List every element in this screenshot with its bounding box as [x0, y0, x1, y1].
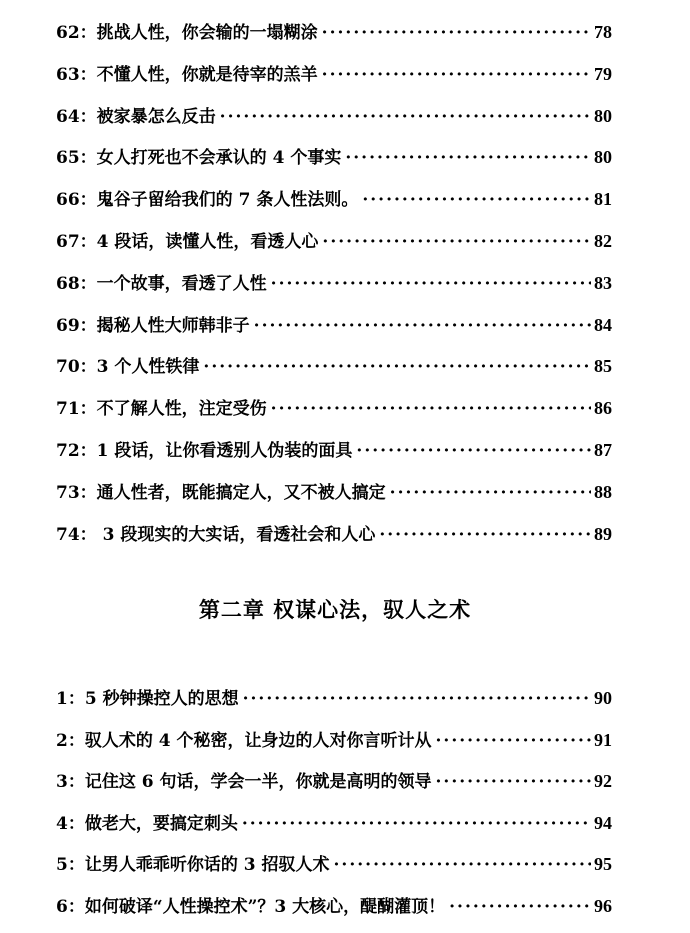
toc-entry-page: 89 — [594, 523, 612, 544]
toc-entry-page: 85 — [594, 356, 612, 377]
toc-leader-dots — [322, 222, 591, 264]
toc-entry[interactable] — [56, 263, 612, 305]
toc-entry-page: 95 — [594, 854, 612, 875]
toc-entry-page: 81 — [594, 189, 612, 210]
toc-entry-title: 63：不懂人性，你就是待宰的羔羊 — [56, 64, 318, 85]
toc-entry-title: 66：鬼谷子留给我们的 7 条人性法则。 — [56, 190, 359, 211]
toc-entry-page: 94 — [594, 812, 612, 833]
toc-entry-page: 80 — [594, 147, 612, 168]
toc-entry-page: 92 — [594, 771, 612, 792]
toc-entry-title: 6：如何破译“人性操控术”？3 大核心，醍醐灌顶！ — [56, 896, 446, 917]
toc-entry[interactable] — [56, 803, 612, 845]
toc-leader-dots — [362, 180, 591, 222]
toc-entry[interactable] — [56, 472, 612, 514]
toc-entry[interactable] — [56, 179, 612, 221]
toc-entry[interactable] — [56, 54, 612, 96]
toc-entry-title: 72：1 段话，让你看透别人伪装的面具 — [56, 440, 353, 461]
toc-entry-page: 91 — [594, 729, 612, 750]
toc-entry-title: 70：3 个人性铁律 — [56, 357, 200, 378]
toc-leader-dots — [390, 473, 591, 515]
toc-entry[interactable] — [56, 388, 612, 430]
toc-list-section-2 — [56, 678, 612, 928]
toc-entry[interactable] — [56, 514, 612, 556]
toc-entry-title: 64：被家暴怎么反击 — [56, 106, 216, 127]
toc-list-section-1 — [56, 12, 612, 555]
toc-entry-title: 1：5 秒钟操控人的思想 — [56, 689, 239, 709]
toc-entry[interactable] — [56, 886, 612, 928]
toc-entry-title: 5：让男人乖乖听你话的 3 招驭人术 — [56, 855, 330, 876]
toc-entry[interactable] — [56, 761, 612, 803]
toc-leader-dots — [322, 13, 591, 55]
toc-entry-title: 71：不了解人性，注定受伤 — [56, 399, 267, 420]
toc-leader-dots — [242, 804, 591, 846]
toc-entry-page: 90 — [594, 688, 612, 708]
toc-entry-page: 87 — [594, 439, 612, 460]
toc-leader-dots — [254, 306, 591, 348]
toc-leader-dots — [322, 55, 591, 97]
toc-entry[interactable] — [56, 96, 612, 138]
toc-leader-dots — [436, 721, 592, 763]
toc-leader-dots — [345, 138, 591, 180]
toc-entry-page: 82 — [594, 230, 612, 251]
toc-entry[interactable] — [56, 430, 612, 472]
toc-entry[interactable] — [56, 12, 612, 54]
toc-entry-title: 69：揭秘人性大师韩非子 — [56, 315, 250, 336]
toc-leader-dots — [436, 762, 592, 804]
toc-entry-page: 86 — [594, 398, 612, 419]
toc-entry-page: 84 — [594, 314, 612, 335]
toc-entry-title: 62：挑战人性，你会输的一塌糊涂 — [56, 23, 318, 43]
toc-leader-dots — [379, 515, 591, 557]
toc-entry-page: 78 — [594, 22, 612, 42]
toc-entry-page: 80 — [594, 105, 612, 126]
toc-entry-title: 3：记住这 6 句话，学会一半，你就是高明的领导 — [56, 772, 432, 793]
toc-entry-page: 79 — [594, 63, 612, 84]
toc-entry[interactable] — [56, 678, 612, 720]
toc-entry-title: 73：通人性者，既能搞定人，又不被人搞定 — [56, 482, 386, 503]
chapter-heading: 第二章 权谋心法，驭人之术 — [198, 598, 472, 622]
toc-entry-page: 83 — [594, 272, 612, 293]
toc-entry[interactable] — [56, 221, 612, 263]
toc-leader-dots — [356, 431, 591, 473]
toc-leader-dots — [271, 264, 591, 306]
toc-leader-dots — [243, 679, 591, 721]
toc-leader-dots — [203, 347, 591, 389]
toc-leader-dots — [220, 97, 591, 139]
toc-entry-title: 67：4 段话，读懂人性，看透人心 — [56, 231, 319, 252]
toc-entry-title: 74： 3 段现实的大实话，看透社会和人心 — [56, 524, 376, 545]
toc-entry-title: 65：女人打死也不会承认的 4 个事实 — [56, 148, 342, 169]
toc-entry-page: 96 — [594, 895, 612, 916]
toc-entry-title: 4：做老大，要搞定刺头 — [56, 813, 238, 834]
toc-entry[interactable] — [56, 720, 612, 762]
toc-entry-page: 88 — [594, 481, 612, 502]
toc-leader-dots — [334, 845, 592, 887]
toc-entry[interactable] — [56, 346, 612, 388]
toc-entry-title: 2：驭人术的 4 个秘密，让身边的人对你言听计从 — [56, 730, 432, 751]
toc-entry[interactable] — [56, 305, 612, 347]
toc-entry[interactable] — [56, 844, 612, 886]
toc-leader-dots — [271, 389, 591, 431]
toc-entry-title: 68：一个故事，看透了人性 — [56, 273, 267, 294]
toc-leader-dots — [449, 887, 591, 929]
toc-entry[interactable] — [56, 137, 612, 179]
